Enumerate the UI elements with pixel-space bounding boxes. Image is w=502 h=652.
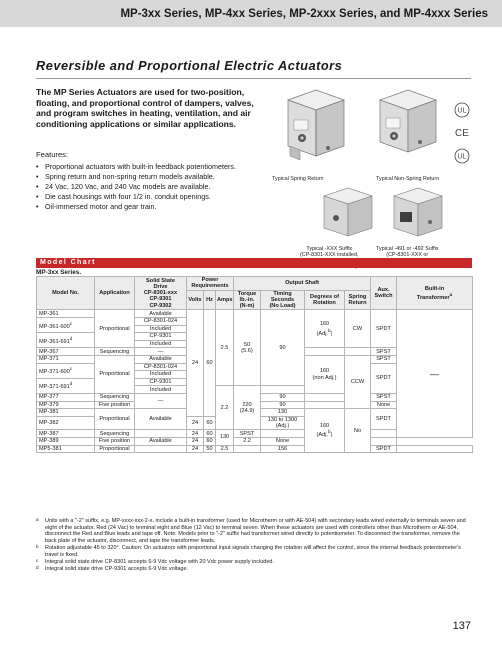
series-title: MP-3xx Series, MP-4xx Series, MP-2xxx Series, and MP-4xxx Series: [120, 8, 488, 20]
col-degrees: Degrees of Rotation: [305, 290, 345, 310]
model-chart-table: [36, 276, 473, 453]
table-row: MP-361 Proportional Available 24 60 2.5 50 (5.6) 90 160 (Adj.$^b$) CW SPDT —: [37, 310, 473, 318]
intro-paragraph: The MP Series Actuators are used for two-position, floating, and proportional control of dampers, valves, and program switches in heating, ventilation, and air conditioning applications or similar applications.: [36, 87, 254, 129]
table-row: MP-361-691$^d$ CP-9301: [37, 333, 473, 341]
table-title: MP-3xx Series.: [36, 269, 82, 276]
suffix-491-actuator-image: [388, 186, 448, 244]
spring-return-caption: Typical Spring Return: [272, 176, 324, 182]
col-application: Application: [95, 277, 135, 310]
xxx-suffix-caption: Typical -XXX Suffix (CP-8301-XXX installed,: [300, 246, 359, 258]
table-row: MP-379 Five position 90 None: [37, 401, 473, 409]
feature-item: • Proportional actuators with built-in feedback potentiometers.: [36, 162, 268, 172]
col-hz: Hz: [204, 290, 216, 310]
page-title: Reversible and Proportional Electric Actuators: [36, 58, 343, 73]
table-row: Included: [37, 340, 473, 348]
non-spring-return-caption: Typical Non-Spring Return: [376, 176, 440, 182]
table-row: MP-381 Proportional Available 130 160 (Adj.$^b$) No SPDT: [37, 409, 473, 417]
svg-text:UL: UL: [457, 153, 467, 161]
table-row: Included: [37, 325, 473, 333]
footnote-c: c Integral solid state drive CP-8301 accepts 6-9 Vdc voltage with 20 Vdc power supply included.: [36, 558, 274, 565]
features-list: [36, 162, 268, 212]
page-number: 137: [452, 620, 471, 632]
table-row: MP-371 Proportional Available 160 (non Adj.) CCW SPST: [37, 356, 473, 364]
feature-item: • Die cast housings with four 1/2 in. conduit openings.: [36, 192, 268, 202]
col-power-requirements: Power Requirements: [187, 277, 234, 291]
svg-text:CE: CE: [455, 128, 469, 139]
table-row: MP-371-691$^d$ CP-9301: [37, 378, 473, 386]
table-row: MP-377 Sequencing — 90 SPST: [37, 394, 473, 402]
svg-text:UL: UL: [457, 107, 467, 115]
table-row: MP-389 Five position Available 24 60 2.2 None: [37, 437, 473, 445]
col-timing: Timing Seconds (No Load): [261, 290, 305, 310]
feature-item: • Oil-immersed motor and gear train.: [36, 202, 268, 212]
col-output-shaft: Output Shaft: [234, 277, 371, 291]
table-row: Included: [37, 371, 473, 379]
footnotes: [36, 518, 472, 573]
col-aux-switch: Aux. Switch: [371, 277, 397, 310]
footnote-d: d Integral solid state drive CP-9301 accepts 6-9 Vdc voltage.: [36, 565, 189, 573]
table-row: MP-382 24 60 130 to 1300 (Adj.): [37, 416, 473, 430]
col-volts: Volts: [187, 290, 204, 310]
table-row: MP-387 Sequencing 24 60 130 SPST: [37, 430, 473, 438]
model-chart-title: Model Chart: [40, 259, 96, 266]
features-heading: Features:: [36, 150, 69, 159]
footnote-b: b Rotation adjustable 45 to 320°. Caution: On actuators with proportional input signals changing the rotation will affect the control, since the internal feedback potentiometer's travel is fixed.: [36, 544, 461, 558]
table-header-row: [37, 277, 473, 291]
certification-logos: [449, 100, 475, 170]
col-model-no: Model No.: [37, 277, 95, 310]
table-row: MP-361-600$^c$ CP-8301-024: [37, 318, 473, 326]
table-row: MP-367 Sequencing — SPST: [37, 348, 473, 356]
table-row: MP-371-600$^c$ CP-8301-024 SPDT: [37, 363, 473, 371]
col-solid-state-drive: Solid State Drive CP-8301-xxx CP-9301 CP-9302: [135, 277, 187, 310]
spring-return-actuator-image: [280, 86, 350, 170]
col-built-in-transformer: Built-in Transformer$^a$: [397, 277, 473, 310]
footnote-a: a Units with a "-2" suffix, e.g. MP-xxxx-xxx-2-x, include a built-in transformer (used for Microtherm or with AE-504) with secondary leads wired externally to terminals seven and eight of the actuator. Red (24 Vac) to terminal eight and Blue (12 Vac) to terminal seven. When these actuators are used with controllers other than Microtherm or AE-504, disconnect the Red and Blue leads and tape off. Note: Models prior to "-2" suffix had transformer wired directly to potentiometer. To disconnect the transformer, remove the back plate of the actuator, disconnect, and tape the transformer leads.: [36, 517, 466, 545]
model-chart-band: [36, 258, 472, 268]
feature-item: • 24 Vac, 120 Vac, and 240 Vac models are available.: [36, 182, 268, 192]
col-spring-return: Spring Return: [345, 290, 371, 310]
col-amps: Amps: [216, 290, 234, 310]
xxx-suffix-actuator-image: [318, 186, 378, 244]
feature-item: • Spring return and non-spring return models available.: [36, 172, 268, 182]
col-torque: Torque lb.-in. (N-m): [234, 290, 261, 310]
non-spring-return-actuator-image: [372, 86, 442, 170]
suffix-491-caption: Typical -491 or -492 Suffix (CP-8301-XXX or: [376, 246, 439, 258]
title-divider: [36, 78, 471, 79]
table-row: MP5-381 Proportional 24 50 2.5 156 SPDT: [37, 445, 473, 453]
table-row: Included 2.2 220 (24.9): [37, 386, 473, 394]
